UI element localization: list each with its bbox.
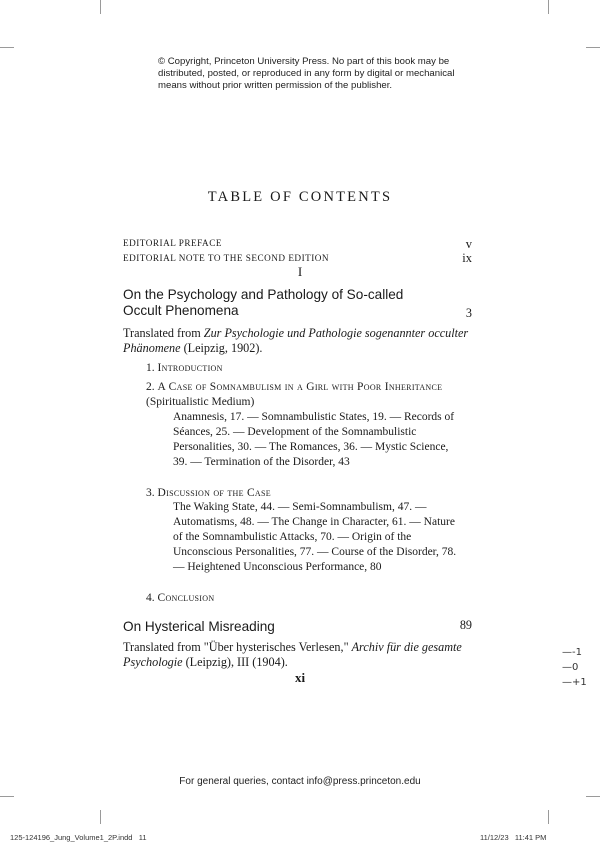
translation-suffix: (Leipzig, 1902). [180,341,263,355]
item-subentries: The Waking State, 44. — Semi-Somnambulism, 47. — Automatisms, 48. — The Change in Character, 61. — Nature of the Somnambulistic Attacks, 70. — Origin of the Unconscious Personalities, 77. — Course of the Disorder, 78. — Heightened Unconscious Performance, 80 [173,501,457,573]
item-number: 4. [146,592,155,604]
item-label: Introduction [157,362,223,374]
side-mark: —+1 [562,677,587,688]
toc-title: TABLE OF CONTENTS [207,189,393,205]
crop-mark [548,810,549,824]
section-title: On Hysterical Misreading [123,619,275,634]
translation-source-title: Zur Psychologie und Pathologie sogenannter occulter Phänomene [123,326,469,355]
side-marks [562,645,587,690]
crop-mark [586,796,600,797]
crop-mark [100,810,101,824]
copyright-notice: © Copyright, Princeton University Press. No part of this book may be distributed, posted, or reproduced in any form by digital or mechanical means without prior written permission of the publisher. [158,56,455,91]
slug-timestamp: 11/12/23 11:41 PM [480,833,547,842]
footer-contact: For general queries, contact info@press.princeton.edu [179,776,421,787]
editorial-preface-page: v [465,237,472,251]
part-numeral: I [297,264,303,279]
item-label: Discussion of the Case [157,487,271,499]
translation-prefix: Translated from "Über hysterisches Verlesen," [123,640,352,654]
crop-mark [0,47,14,48]
item-number: 2. [146,381,155,393]
page-number: xi [294,670,306,685]
section-title: On the Psychology and Pathology of So-called Occult Phenomena [123,287,404,318]
crop-mark [0,796,14,797]
item-label-plain: (Spiritualistic Medium) [146,396,255,408]
section-page: 3 [465,306,472,320]
toc-item [146,361,223,376]
item-label: Conclusion [157,592,215,604]
crop-mark [586,47,600,48]
editorial-note-label: EDITORIAL NOTE TO THE SECOND EDITION [123,253,330,263]
translation-note [123,640,463,670]
toc-item [146,591,214,606]
crop-mark [548,0,549,14]
toc-item [146,486,271,501]
translation-source-title: Archiv für die gesamte Psychologie [123,640,462,669]
editorial-preface-label: EDITORIAL PREFACE [123,238,222,248]
item-number: 1. [146,362,155,374]
translation-note [123,326,475,356]
translation-suffix: (Leipzig), III (1904). [182,655,288,669]
toc-item [146,380,468,410]
item-label: A Case of Somnambulism in a Girl with Poor Inheritance [157,381,443,393]
editorial-note-page: ix [462,251,472,265]
slug-filename: 125-124196_Jung_Volume1_2P.indd 11 [10,833,147,842]
item-number: 3. [146,487,155,499]
side-mark: —0 [562,662,579,673]
item-subentries: Anamnesis, 17. — Somnambulistic States, 19. — Records of Séances, 25. — Development of the Somnambulistic Personalities, 30. — The Romances, 36. — Mystic Science, 39. — Termination of the Disorder, 43 [173,411,455,468]
translation-prefix: Translated from [123,326,204,340]
crop-mark [100,0,101,14]
side-mark: —-1 [562,647,582,658]
section-page: 89 [459,618,472,632]
